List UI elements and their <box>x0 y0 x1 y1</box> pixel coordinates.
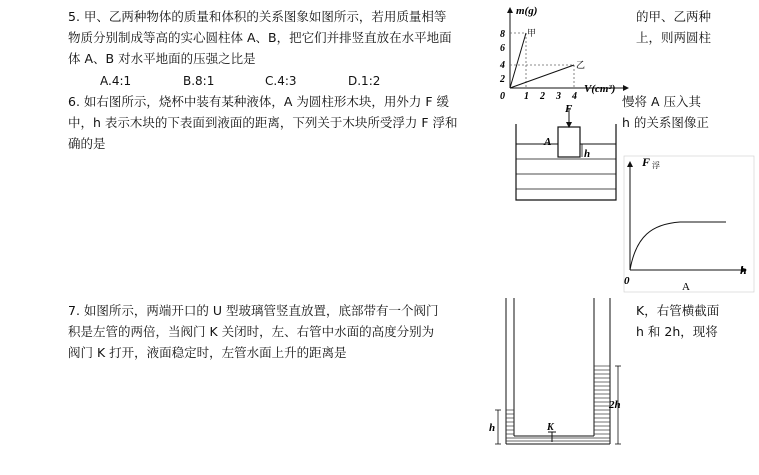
q5-y-tick-8: 8 <box>500 29 505 40</box>
q6-line3: 确的是 <box>68 136 106 151</box>
q6-liquid-lines <box>516 159 616 189</box>
q5-y-tick-4: 4 <box>500 60 505 71</box>
q5-series-yi-label: 乙 <box>576 60 586 70</box>
q5-line2-left: 物质分别制成等高的实心圆柱体 A、B，把它们并排竖直放在水平地面 <box>68 30 452 45</box>
q5-x-tick-4: 4 <box>572 91 577 102</box>
q5-origin: 0 <box>500 91 505 102</box>
q6-force-label: F <box>565 103 573 115</box>
q6-line2-left: 中，h 表示木块的下表面到液面的距离，下列关于木块所受浮力 F 浮和 <box>68 115 458 130</box>
q5-mass-volume-graph <box>496 2 636 102</box>
q6-buoyancy-curve <box>630 222 726 270</box>
q6-beaker-figure <box>508 100 622 206</box>
q7-right-height-label: 2h <box>609 399 621 411</box>
q5-line2-right: 上，则两圆柱 <box>636 30 712 45</box>
q5-y-tick-6: 6 <box>500 43 505 54</box>
q6-depth-label: h <box>584 148 591 160</box>
q5-x-tick-1: 1 <box>524 91 529 102</box>
q7-line2-left: 积是左管的两倍，当阀门 K 关闭时，左、右管中水面的高度分别为 <box>68 324 435 339</box>
q5-choice-c: C.4:3 <box>265 74 297 88</box>
q6-block-label: A <box>544 136 552 148</box>
q5-series-jia-label: 甲 <box>527 28 537 38</box>
q7-line2-right: h 和 2h，现将 <box>636 324 718 339</box>
q5-choice-b: B.8:1 <box>183 74 215 88</box>
q5-line1-left: 5. 甲、乙两种物体的质量和体积的关系图象如图所示，若用质量相等 <box>68 9 447 24</box>
q5-choice-d: D.1:2 <box>348 74 381 88</box>
q6-line1-left: 6. 如右图所示，烧杯中装有某种液体，A 为圆柱形木块，用外力 F 缓 <box>68 94 450 109</box>
q5-line1-right: 的甲、乙两种 <box>636 9 712 24</box>
q6-buoyancy-graph <box>620 154 756 294</box>
q6-graph-frame <box>624 156 754 292</box>
q5-y-tick-2: 2 <box>500 74 505 85</box>
q7-left-height-label: h <box>489 422 496 434</box>
q6-block-a <box>558 127 580 157</box>
q5-line-jia <box>510 33 526 88</box>
q5-choice-a: A.4:1 <box>100 74 132 88</box>
q6-x-label: h <box>740 263 747 277</box>
q7-u-tube-figure <box>488 296 636 452</box>
q5-x-label: V(cm³) <box>584 83 616 95</box>
q6-option-label: A <box>682 281 690 293</box>
q7-line3: 阀门 K 打开，液面稳定时，左管水面上升的距离是 <box>68 345 347 360</box>
q5-x-tick-3: 3 <box>556 91 561 102</box>
q5-x-tick-2: 2 <box>540 91 545 102</box>
q6-origin: 0 <box>624 275 630 287</box>
q6-y-label: F <box>642 155 651 169</box>
q6-line1-right: 慢将 A 压入其 <box>622 94 701 109</box>
q6-y-sub: 浮 <box>652 161 660 170</box>
q5-line3: 体 A、B 对水平地面的压强之比是 <box>68 51 256 66</box>
q5-y-label: m(g) <box>516 5 538 17</box>
q6-line2-right: h 的关系图像正 <box>622 115 709 130</box>
q7-line1-right: K，右管横截面 <box>636 303 720 318</box>
q7-right-water <box>594 366 610 434</box>
q7-line1-left: 7. 如图所示，两端开口的 U 型玻璃管竖直放置，底部带有一个阀门 <box>68 303 439 318</box>
q7-valve-label: K <box>547 422 554 433</box>
q5-line-yi <box>510 65 574 88</box>
